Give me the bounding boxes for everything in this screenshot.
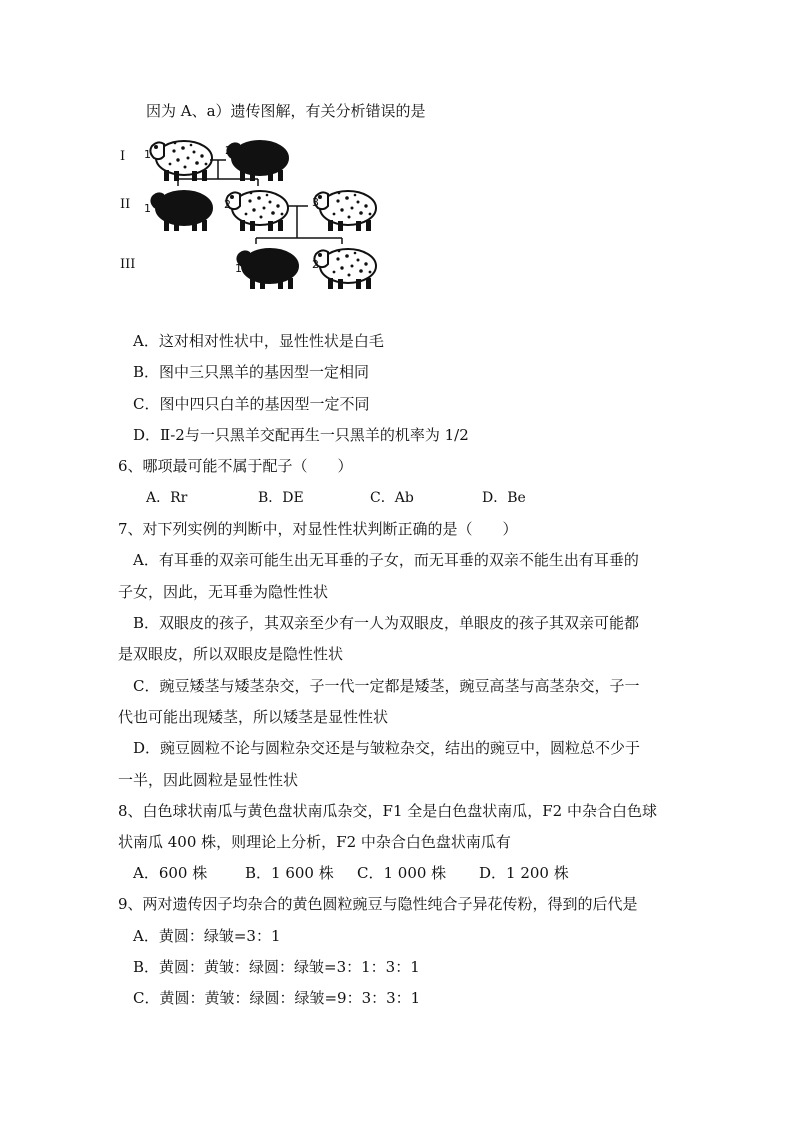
sheep-icon-I-1 bbox=[150, 141, 212, 181]
q9-stem: 9、两对遗传因子均杂合的黄色圆粒豌豆与隐性纯合子异花传粉，得到的后代是 bbox=[118, 895, 638, 913]
q8-option-d: D．1 200 株 bbox=[479, 864, 569, 882]
q9-option-b: B．黄圆：黄皱：绿圆：绿皱=3：1：3：1 bbox=[133, 958, 420, 976]
q6-option-c: C．Ab bbox=[370, 490, 414, 506]
q7-line: D．豌豆圆粒不论与圆粒杂交还是与皱粒杂交，结出的豌豆中，圆粒总不少于 bbox=[133, 739, 641, 757]
q6-stem: 6、哪项最可能不属于配子（ ） bbox=[118, 457, 353, 475]
sheep-icon-II-1 bbox=[150, 191, 212, 231]
individual-number-II-1: 1 bbox=[144, 202, 151, 215]
generation-label-1: I bbox=[120, 149, 126, 164]
sheep-icon-III-1 bbox=[236, 249, 298, 289]
q7-line: 一半，因此圆粒是显性性状 bbox=[118, 771, 299, 789]
generation-label-3: III bbox=[120, 257, 136, 272]
q6-option-a: A．Rr bbox=[146, 490, 188, 506]
q5-stem: 因为 A、a）遗传图解，有关分析错误的是 bbox=[146, 102, 426, 120]
q5-option-b: B．图中三只黑羊的基因型一定相同 bbox=[133, 363, 370, 381]
q7-stem: 7、对下列实例的判断中，对显性性状判断正确的是（ ） bbox=[118, 520, 518, 538]
q7-line: 是双眼皮，所以双眼皮是隐性性状 bbox=[118, 645, 344, 663]
q6-option-b: B．DE bbox=[258, 490, 304, 506]
sheep-icon-III-2 bbox=[314, 249, 376, 289]
generation-label-2: II bbox=[120, 197, 131, 212]
q8-line: 状南瓜 400 株，则理论上分析，F2 中杂合白色盘状南瓜有 bbox=[118, 833, 511, 851]
q8-option-a: A．600 株 bbox=[133, 864, 208, 882]
q6-options bbox=[146, 488, 526, 508]
q7-line: B．双眼皮的孩子，其双亲至少有一人为双眼皮，单眼皮的孩子其双亲可能都 bbox=[133, 614, 640, 632]
q9-option-c: C．黄圆：黄皱：绿圆：绿皱=9：3：3：1 bbox=[133, 989, 421, 1007]
q8-option-c: C．1 000 株 bbox=[357, 864, 447, 882]
q7-line: 代也可能出现矮茎，所以矮茎是显性性状 bbox=[118, 708, 389, 726]
q9-option-a: A．黄圆：绿皱=3：1 bbox=[133, 927, 281, 945]
q5-option-a: A．这对相对性状中，显性性状是白毛 bbox=[133, 332, 384, 350]
q8-line: 8、白色球状南瓜与黄色盘状南瓜杂交，F1 全是白色盘状南瓜，F2 中杂合白色球 bbox=[118, 802, 657, 820]
q6-option-d: D．Be bbox=[482, 490, 526, 506]
individual-number-II-3: 3 bbox=[312, 196, 319, 209]
q5-option-c: C．图中四只白羊的基因型一定不同 bbox=[133, 395, 370, 413]
sheep-icon-II-3 bbox=[314, 191, 376, 231]
individual-number-III-1: 1 bbox=[235, 262, 242, 275]
q8-options bbox=[133, 863, 569, 883]
sheep-icon-II-2 bbox=[226, 191, 288, 231]
q7-line: C．豌豆矮茎与矮茎杂交，子一代一定都是矮茎，豌豆高茎与高茎杂交，子一 bbox=[133, 677, 640, 695]
q7-line: A．有耳垂的双亲可能生出无耳垂的子女，而无耳垂的双亲不能生出有耳垂的 bbox=[133, 551, 639, 569]
individual-number-II-2: 2 bbox=[224, 198, 231, 211]
q8-option-b: B．1 600 株 bbox=[245, 864, 334, 882]
individual-number-I-1: 1 bbox=[144, 148, 151, 161]
individual-number-I-2: 2 bbox=[225, 144, 232, 157]
individual-number-III-2: 2 bbox=[312, 258, 319, 271]
sheep-icon-I-2 bbox=[226, 141, 288, 181]
q5-option-d: D．Ⅱ-2与一只黑羊交配再生一只黑羊的机率为 1/2 bbox=[133, 426, 469, 444]
q7-line: 子女，因此，无耳垂为隐性性状 bbox=[118, 583, 329, 601]
sheep-pedigree-diagram bbox=[118, 126, 388, 296]
